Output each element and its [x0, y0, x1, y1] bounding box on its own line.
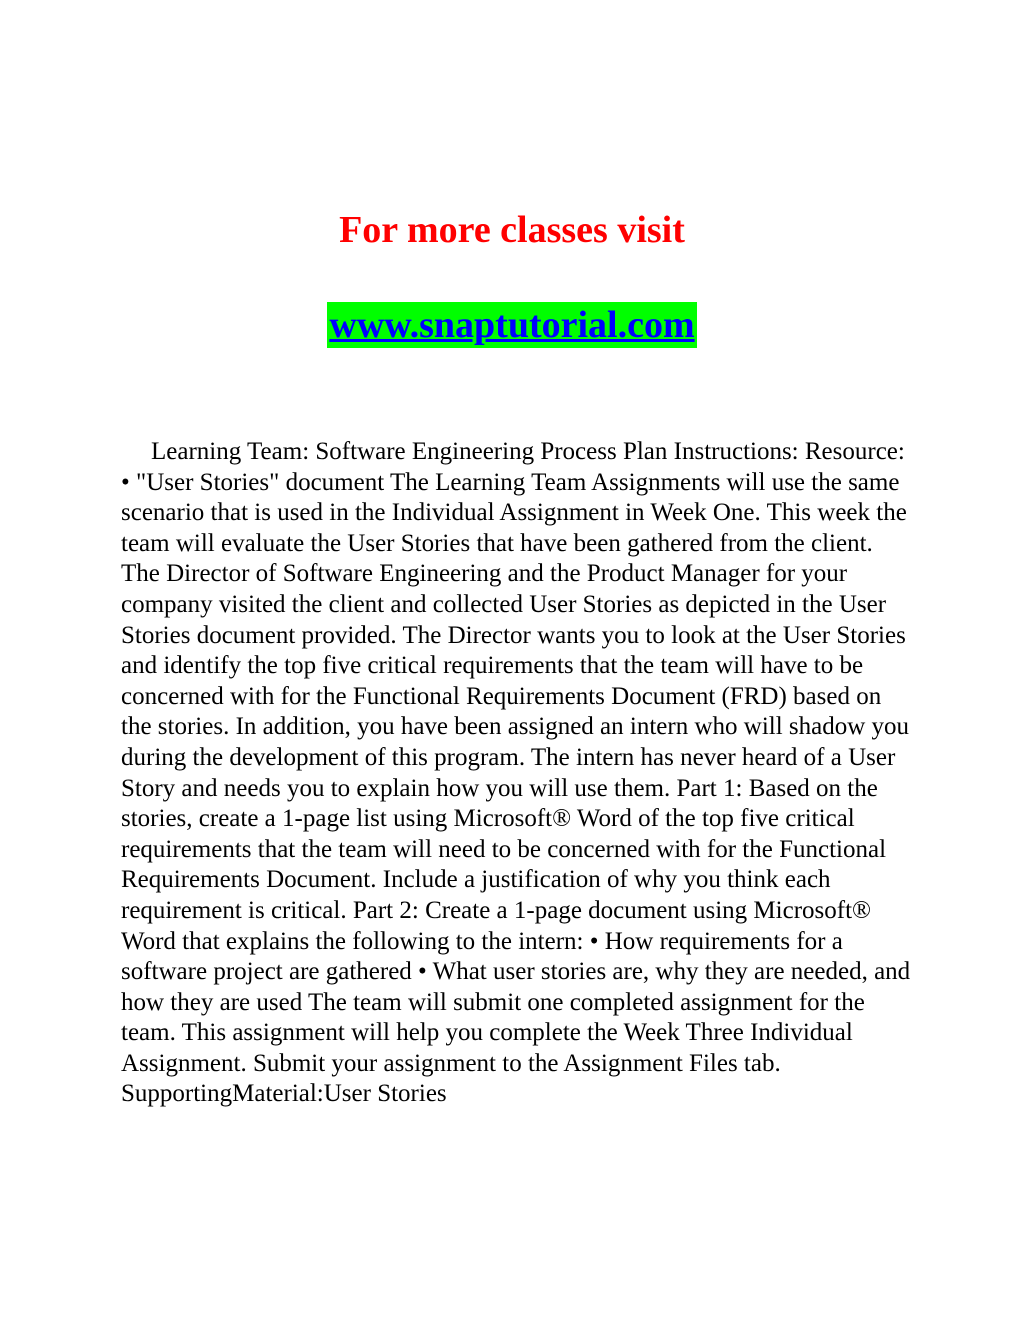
- link-container: [0, 302, 1024, 348]
- assignment-description: Learning Team: Software Engineering Process Plan Instructions: Resource: • "User Stories" document The Learning Team Assignments will use the same scenario that is used in the Individual Assignment in Week One. This week the team will evaluate the User Stories that have been gathered from the client. The Director of Software Engineering and the Product Manager for your company visited the client and collected User Stories as depicted in the User Stories document provided. The Director wants you to look at the User Stories and identify the top five critical requirements that the team will have to be concerned with for the Functional Requirements Document (FRD) based on the stories. In addition, you have been assigned an intern who will shadow you during the development of this program. The intern has never heard of a User Story and needs you to explain how you will use them. Part 1: Based on the stories, create a 1-page list using Microsoft® Word of the top five critical requirements that the team will need to be concerned with for the Functional Requirements Document. Include a justification of why you think each requirement is critical. Part 2: Create a 1-page document using Microsoft® Word that explains the following to the intern: • How requirements for a software project are gathered • What user stories are, why they are needed, and how they are used The team will submit one completed assignment for the team. This assignment will help you complete the Week Three Individual Assignment. Submit your assignment to the Assignment Files tab. SupportingMaterial:User Stories: [121, 438, 911, 1108]
- snaptutorial-link[interactable]: www.snaptutorial.com: [329, 304, 695, 346]
- page-title: For more classes visit: [339, 209, 685, 251]
